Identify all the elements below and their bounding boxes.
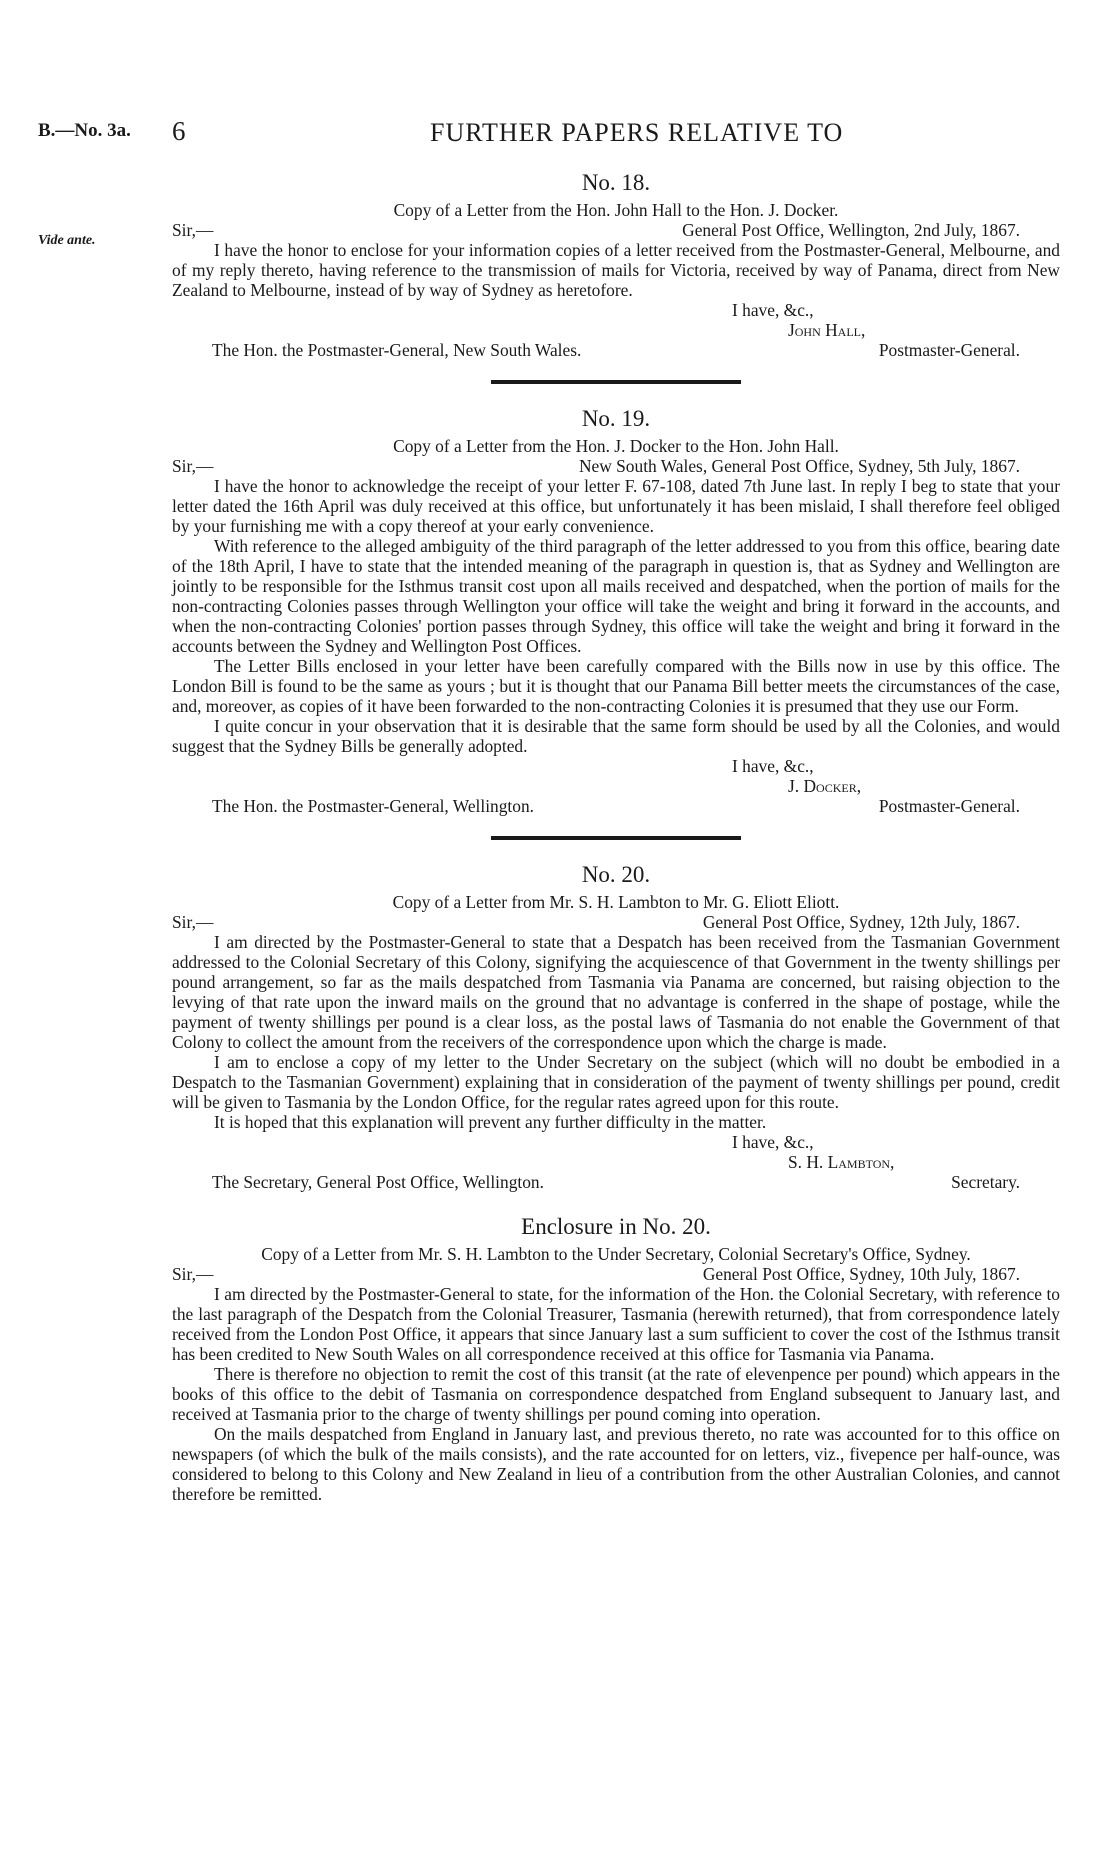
addressee-line bbox=[172, 796, 1060, 816]
letter-heading: No. 18. bbox=[581, 170, 651, 195]
margin-note: Vide ante. bbox=[38, 233, 96, 248]
salutation-line bbox=[172, 456, 1060, 476]
paragraph: I have the honor to acknowledge the receipt of your letter F. 67-108, dated 7th June last. In reply I beg to state that your letter dated the 16th April was duly received at this office, but unfortunately it has been mislaid, I shall therefore feel obliged by your furnishing me with a copy thereof at your early convenience. bbox=[172, 476, 1060, 536]
addressee-line bbox=[172, 340, 1060, 360]
closing: I have, &c., bbox=[732, 300, 814, 320]
addressee: The Secretary, General Post Office, Wellington. bbox=[212, 1172, 544, 1192]
section-divider bbox=[491, 836, 741, 840]
addressee: The Hon. the Postmaster-General, Wellington. bbox=[212, 796, 534, 816]
signatory-title: Postmaster-General. bbox=[878, 340, 1020, 360]
paragraph: I am directed by the Postmaster-General to state that a Despatch has been received from the Tasmanian Government addressed to the Colonial Secretary of this Colony, signifying the acquiescence of that Government in the twenty shillings per pound arrangement, so far as the mails despatched from Tasmania via Panama are concerned, but raising objection to the levying of that rate upon the inward mails on the ground that no advantage is conferred in the shape of postage, while the payment of twenty shillings per pound is a clear loss, as the postal laws of Tasmania do not enable the Government of that Colony to collect the amount from the receivers of the correspondence upon which the charge is made. bbox=[172, 932, 1060, 1052]
salutation: Sir,— bbox=[172, 1264, 214, 1284]
date-line: General Post Office, Sydney, 12th July, 1867. bbox=[702, 912, 1020, 932]
letter-heading: No. 20. bbox=[581, 862, 651, 887]
date-line: New South Wales, General Post Office, Sydney, 5th July, 1867. bbox=[578, 456, 1020, 476]
copy-line: Copy of a Letter from the Hon. John Hall to the Hon. J. Docker. bbox=[393, 200, 839, 220]
closing: I have, &c., bbox=[732, 1132, 814, 1152]
enclosure-no-20 bbox=[172, 1214, 1060, 1504]
paragraph: The Letter Bills enclosed in your letter have been carefully compared with the Bills now in use by this office. The London Bill is found to be the same as yours ; but it is thought that our Panama Bill better meets the circumstances of the case, and, moreover, as copies of it have been forwarded to the non-contracting Colonies it is presumed that they use our Form. bbox=[172, 656, 1060, 716]
paragraph: With reference to the alleged ambiguity of the third paragraph of the letter addressed to you from this office, bearing date of the 18th April, I have to state that the intended meaning of the paragraph in question is, that as Sydney and Wellington are jointly to be responsible for the Isthmus transit cost upon all mails received and despatched, when the portion of mails for the non-contracting Colonies passes through Wellington your office will take the weight and bring it forward in the accounts, and when the non-contracting Colonies' portion passes through Sydney, this office will take the weight and bring it forward in the accounts between the Sydney and Wellington Post Offices. bbox=[172, 536, 1060, 656]
salutation: Sir,— bbox=[172, 912, 214, 932]
copy-line: Copy of a Letter from the Hon. J. Docker to the Hon. John Hall. bbox=[393, 436, 839, 456]
paper-code: B.—No. 3a. bbox=[38, 120, 131, 141]
signatory-title: Postmaster-General. bbox=[878, 796, 1020, 816]
copy-line: Copy of a Letter from Mr. S. H. Lambton to Mr. G. Eliott Eliott. bbox=[392, 892, 840, 912]
addressee-line bbox=[172, 1172, 1060, 1192]
signature: John Hall, bbox=[788, 320, 866, 340]
paragraph: I am directed by the Postmaster-General to state, for the information of the Hon. the Colonial Secretary, with reference to the last paragraph of the Despatch from the Colonial Treasurer, Tasmania (herewith returned), that from correspondence lately received from the London Post Office, it appears that since January last a sum sufficient to cover the cost of the Isthmus transit has been credited to New South Wales on all correspondence received at this office for Tasmania via Panama. bbox=[172, 1284, 1060, 1364]
document-body bbox=[172, 170, 1060, 1504]
letter-no-19 bbox=[172, 406, 1060, 816]
paragraph: I am to enclose a copy of my letter to the Under Secretary on the subject (which will no doubt be embodied in a Despatch to the Tasmanian Government) explaining that in consideration of the payment of twenty shillings per pound, credit will be given to Tasmania by the London Office, for the regular rates agreed upon for this route. bbox=[172, 1052, 1060, 1112]
salutation-line bbox=[172, 912, 1060, 932]
salutation-line bbox=[172, 1264, 1060, 1284]
closing: I have, &c., bbox=[732, 756, 814, 776]
section-gap bbox=[172, 1192, 1060, 1214]
enclosure-heading: Enclosure in No. 20. bbox=[521, 1214, 711, 1239]
letter-no-20 bbox=[172, 862, 1060, 1192]
paragraph: I have the honor to enclose for your information copies of a letter received from the Postmaster-General, Melbourne, and of my reply thereto, having reference to the transmission of mails for Victoria, received by way of Panama, direct from New Zealand to Melbourne, instead of by way of Sydney as heretofore. bbox=[172, 240, 1060, 300]
signatory-title: Secretary. bbox=[951, 1172, 1020, 1192]
date-line: General Post Office, Wellington, 2nd July, 1867. bbox=[682, 220, 1020, 240]
signature: S. H. Lambton, bbox=[788, 1152, 895, 1172]
date-line: General Post Office, Sydney, 10th July, 1867. bbox=[702, 1264, 1020, 1284]
running-title: FURTHER PAPERS RELATIVE TO bbox=[430, 118, 844, 147]
paragraph: I quite concur in your observation that it is desirable that the same form should be used by all the Colonies, and would suggest that the Sydney Bills be generally adopted. bbox=[172, 716, 1060, 756]
salutation: Sir,— bbox=[172, 456, 214, 476]
page-header bbox=[38, 116, 1078, 150]
letter-no-18 bbox=[172, 170, 1060, 360]
salutation: Sir,— bbox=[172, 220, 214, 240]
addressee: The Hon. the Postmaster-General, New South Wales. bbox=[212, 340, 582, 360]
section-divider bbox=[491, 380, 741, 384]
copy-line: Copy of a Letter from Mr. S. H. Lambton to the Under Secretary, Colonial Secretary's Office, Sydney. bbox=[261, 1244, 971, 1264]
paragraph: On the mails despatched from England in January last, and previous thereto, no rate was accounted for to this office on newspapers (of which the bulk of the mails consists), and the rate accounted for on letters, viz., fivepence per half-ounce, was considered to belong to this Colony and New Zealand in lieu of a contribution from the other Australian Colonies, and cannot therefore be remitted. bbox=[172, 1424, 1060, 1504]
page-number: 6 bbox=[172, 116, 186, 146]
signature: J. Docker, bbox=[788, 776, 862, 796]
paragraph: There is therefore no objection to remit the cost of this transit (at the rate of elevenpence per pound) which appears in the books of this office to the debit of Tasmania on correspondence despatched from England subsequent to January last, and received at Tasmania prior to the charge of twenty shillings per pound coming into operation. bbox=[172, 1364, 1060, 1424]
paragraph: It is hoped that this explanation will prevent any further difficulty in the matter. bbox=[214, 1112, 767, 1132]
salutation-line bbox=[172, 220, 1060, 240]
letter-heading: No. 19. bbox=[581, 406, 651, 431]
